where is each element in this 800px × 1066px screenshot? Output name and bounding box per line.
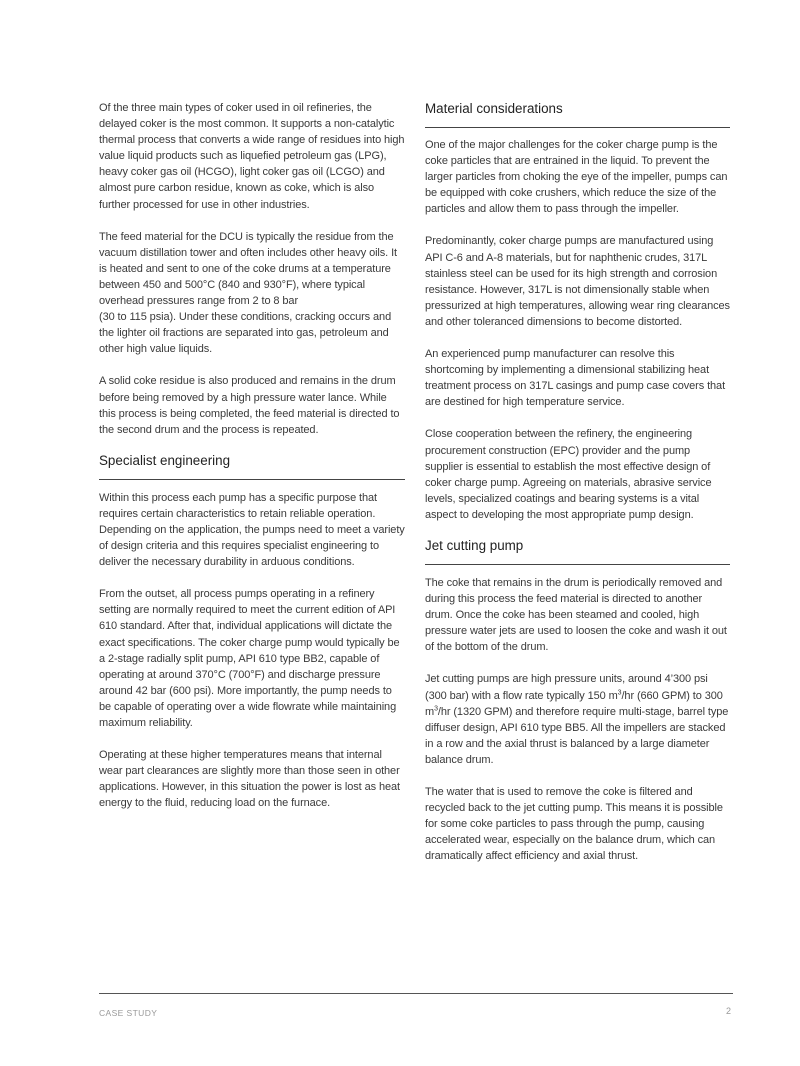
cooperation-paragraph: Close cooperation between the refinery, the engineering procurement construction (EPC) provider and the pump supplier is essential to establish the most effective design of coker charge pump. Agreeing on materials, abrasive service levels, specialized coatings and bearing systems is a vital aspect to developing the most appropriate pump design.	[425, 428, 712, 521]
jet-pump-text-c: /hr (1320 GPM) and therefore require multi-stage, barrel type diffuser design, API 610 type BB5. All the impellers are stacked in a row and the axial thrust is balanced by a large diameter balance drum.	[425, 705, 729, 766]
jet-pump-specs-paragraph	[425, 671, 730, 768]
process-pump-paragraph: Within this process each pump has a specific purpose that requires certain characteristics to retain reliable operation. Depending on the application, the pumps need to meet a variety of design criteria and this requires specialist engineering to deliver the necessary durability in arduous conditions.	[99, 491, 405, 569]
drum-removal-paragraph: The coke that remains in the drum is periodically removed and during this process the feed material is directed to another drum. Once the coke has been steamed and cooled, high pressure water jets are used to loosen the coke and wash it out of the bottom of the drum.	[425, 576, 727, 654]
material-considerations-heading: Material considerations	[425, 101, 730, 128]
coke-residue-paragraph: A solid coke residue is also produced and remains in the drum before being removed by a high pressure water lance. While this process is being completed, the feed material is directed to the second drum and the process is repeated.	[99, 375, 400, 436]
temperature-paragraph: Operating at these higher temperatures means that internal wear part clearances are slightly more than those seen in other applications. However, in this situation the power is lost as heat energy to the fluid, reducing load on the furnace.	[99, 749, 400, 810]
jet-pump-text-b: /hr (660 GPM) to 300 m	[425, 689, 723, 718]
specialist-engineering-heading: Specialist engineering	[99, 453, 405, 480]
jet-cutting-pump-heading: Jet cutting pump	[425, 538, 730, 565]
footer-divider	[99, 993, 733, 994]
api-610-paragraph: From the outset, all process pumps operating in a refinery setting are normally required to meet the current edition of API 610 standard. After that, individual applications will dictate the exact specifications. The coker charge pump would typically be a 2-stage radially split pump, API 610 type BB2, capable of operating at around 370°C (700°F) and discharge pressure around 42 bar (600 psi). More importantly, the pump needs to be capable of operating over a wide flowrate while maintaining maximum reliability.	[99, 588, 400, 729]
superscript-3: 3	[617, 688, 622, 696]
page-number: 2	[726, 1006, 732, 1016]
jet-pump-text-a: Jet cutting pumps are high pressure units, around 4’300 psi (300 bar) with a flow rate typically 150 m	[425, 673, 708, 702]
heat-treatment-paragraph: An experienced pump manufacturer can resolve this shortcoming by implementing a dimensional stabilizing heat treatment process on 317L casings and pump case covers that are destined for high temperature service.	[425, 348, 726, 409]
superscript-3: 3	[434, 704, 438, 712]
left-column	[99, 100, 405, 827]
feed-material-text-cont: (30 to 115 psia). Under these conditions, cracking occurs and the lighter oil fractions are separated into gas, petroleum and other high value liquids.	[99, 311, 392, 356]
recycled-water-paragraph: The water that is used to remove the coke is filtered and recycled back to the jet cutting pump. This means it is possible for some coke particles to pass through the pump, causing accelerated wear, especially on the balance drum, which can dramatically affect efficiency and axial thrust.	[425, 786, 723, 863]
feed-material-text: The feed material for the DCU is typically the residue from the vacuum distillation tower and often includes other heavy oils. It is heated and sent to one of the coke drums at a temperature between 450 and 500°C (840 and 930°F), where typical overhead pressures range from 2 to 8 bar	[99, 230, 397, 308]
intro-paragraph: Of the three main types of coker used in oil refineries, the delayed coker is the most common. It supports a non-catalytic thermal process that converts a wide range of residues into high value liquid products such as liquefied petroleum gas (LPG), heavy coker gas oil (HCGO), light coker gas oil (LCGO) and almost pure carbon residue, known as coke, which is also further processed for use in other industries.	[99, 102, 405, 211]
materials-paragraph: Predominantly, coker charge pumps are manufactured using API C-6 and A-8 materials, but for naphthenic crudes, 317L stainless steel can be used for its high strength and corrosion resistance. However, 317L is not dimensionally stable when pressurized at high temperatures, allowing wear ring clearances and other toleranced dimensions to become distorted.	[425, 235, 730, 328]
footer-label: CASE STUDY	[99, 1008, 158, 1018]
coke-particles-paragraph: One of the major challenges for the coker charge pump is the coke particles that are entrained in the liquid. To prevent the larger particles from choking the eye of the impeller, pumps can be equipped with coke crushers, which reduce the size of the particles and allow them to pass through the impeller.	[425, 139, 728, 216]
feed-material-paragraph	[99, 229, 405, 358]
right-column	[425, 100, 730, 880]
